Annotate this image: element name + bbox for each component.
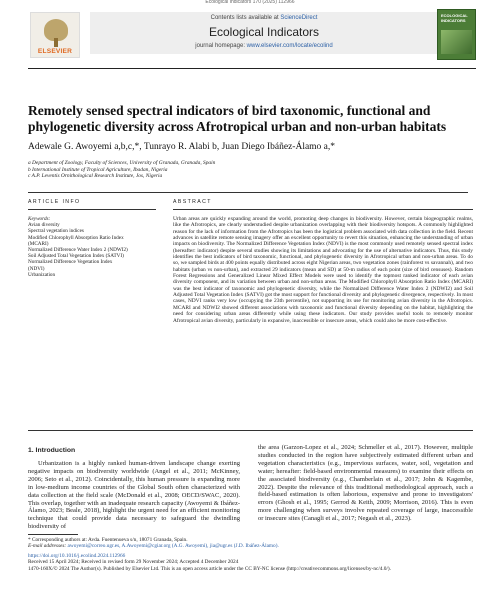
- article-info-heading: ARTICLE INFO: [28, 199, 81, 205]
- footnotes: [28, 537, 468, 572]
- keyword: Spectral vegetation indices: [28, 228, 84, 235]
- sciencedirect-link[interactable]: ScienceDirect: [280, 15, 318, 21]
- intro-left-column: Urbanization is a highly ranked human-driven landscape change exerting negative impacts on biodiversity worldwide (Angel et al., 2011; McKinney, 2006; Seto et al., 2012). Coincidentally, this human pressure is expanding more in low-medium income countries of the Global South often characterized with data collection at the field scale (McDonald et al., 2008; OECD/SWAC, 2020). This overlap, together with an inadequate research capacity (Awoyemi & Ibáñez-Álamo, 2023; Beale, 2018), highlight the urgent need for an efficient monitoring technique that could provide data necessary to safeguard the dwindling biodiversity of: [28, 460, 240, 531]
- introduction-heading: 1. Introduction: [28, 447, 76, 454]
- keyword: Avian diversity: [28, 222, 60, 229]
- article-title: Remotely sensed spectral indicators of bird taxonomic, functional and phylogenetic diversity across Afrotropical urban and non-urban habitats: [28, 103, 447, 134]
- keyword: Modified Chlorophyll Absorption Ratio Index: [28, 234, 124, 241]
- contents-prefix: Contents lists available at: [210, 15, 281, 21]
- keyword: (NDVI): [28, 265, 45, 272]
- publisher-logo-text: ELSEVIER: [37, 48, 73, 55]
- cover-image: [441, 30, 472, 54]
- affiliation-c: c A.P. Leventis Ornithological Research Institute, Jos, Nigeria: [28, 173, 163, 179]
- journal-name: Ecological Indicators: [208, 25, 320, 39]
- keywords-block: [28, 216, 156, 278]
- journal-header: [28, 8, 476, 69]
- cover-title: ECOLOGICAL INDICATORS: [441, 13, 468, 23]
- homepage-prefix: journal homepage:: [195, 43, 247, 49]
- keyword: Soil Adjusted Total Vegetation Index (SATVI): [28, 253, 124, 260]
- received-dates: Received 15 April 2024; Received in revised form 29 November 2024; Accepted 4 December 2024: [28, 559, 239, 566]
- abstract-text: Urban areas are quickly expanding around the world, promoting deep changes in biodiversity. However, certain biogeographic realms, like the Afrotropics, are clearly understudied despite urbanization overlapping with their biodiversity hotspots. A commonly highlighted reason for the lack of information from the Afrotropics has been the logistical problem associated with data collection in the field. Recent advances in satellite remote sensing imagery offer an excellent opportunity to revert this situation, enhancing the understanding of urban impacts on biodiversity. The Normalized Difference Vegetation Index (NDVI) is the most commonly used remotely sensed spectral index (hereafter: indicator) despite several studies showing its limitations and advocating for the use of alternative indicators. Thus, this study identifies the best indicators of bird taxonomic, functional, and phylogenetic diversity in Afrotropical urban and non-urban areas. To do so, we sampled birds at 400 points equally distributed across eight Nigerian areas, two vegetation zones (rainforest vs savannah), and two habitats (urban vs non-urban), and extracted 29 indicators (mean and SD) at 50-m radius of each point (size of bird censuses). Random Forest Regressions and Generalized Linear Mixed Effect Models were used to identify the topmost ranked indicator of each avian diversity component, and its variation between urban and non-urban areas. The Modified Chlorophyll Absorption Ratio Index (MCARI) was the best indicator of taxonomic and phylogenetic diversity, while the Normalized Difference Water Index 2 (NDWI2) and Soil Adjusted Total Vegetation Index (SATVI) got the most support for functional diversity and phylogenetic divergence, respectively. In most cases, NDVI ranks very low (occupying the 23th percentile), not supporting its use for monitoring avian diversity in the Afrotropics. MCARI and NDWI2 showed different associations with taxonomic and functional diversity depending on the habitat, highlighting the need for considering urban areas differently while using these indicators. Our study provides useful tools to remotely monitor Afrotropical avian diversity, particularly in expansive, inaccessible or insecure areas, which could also be more cost-effective.: [173, 216, 473, 324]
- journal-cover: [437, 9, 476, 60]
- journal-banner: [90, 12, 438, 54]
- affiliation-b: b International Institute of Tropical Agriculture, Ibadan, Nigeria: [28, 166, 168, 173]
- keyword: (MCARI): [28, 240, 49, 247]
- copyright-line: 1470-160X/© 2024 The Author(s). Published by Elsevier Ltd. This is an open access article under the CC BY-NC license (http://creativecommons.org/licenses/by-nc/4.0/).: [28, 565, 391, 572]
- keyword: Urbanization: [28, 271, 56, 278]
- intro-right-column: the area (Garzon-Lopez et al., 2024; Schmeller et al., 2017). However, multiple studies conducted in the region have subjectively estimated different urban and vegetation characteristics (e.g., impervious surfaces, water, soil, vegetation and water; hereafter: field-based environmental measures) to examine their effects on the associated biodiversity (e.g., Chamberlain et al., 2017; John & Kagembe, 2022). Despite the relevance of this traditional methodological approach, such a field-based estimation is often laborious, expensive and prone to investigators' errors (Ghosh et al., 1995; Gerrod & Keith, 2009; Morrison, 2016). This is even more challenging when surveys involve repeated coverage of large, inaccessible or insecure sites (Canagli et al., 2017; Negash et al., 2023).: [258, 444, 473, 523]
- keywords-label: Keywords:: [28, 216, 51, 222]
- elsevier-logo: [30, 12, 80, 58]
- affiliations: [28, 160, 468, 180]
- homepage-link[interactable]: www.elsevier.com/locate/ecolind: [246, 43, 333, 49]
- doi-link[interactable]: https://doi.org/10.1016/j.ecolind.2024.112966: [28, 552, 126, 559]
- email-addresses[interactable]: awoyemi@correo.ugr.es, A.Awoyemi@cgiar.org (A.G. Awoyemi), jia@ugr.es (J.D. Ibáñez-Álamo).: [67, 543, 279, 550]
- keyword: Normalized Difference Water Index 2 (NDWI2): [28, 247, 128, 254]
- author-list: Adewale G. Awoyemi a,b,c,*, Tunrayo R. Alabi b, Juan Diego Ibáñez-Álamo a,*: [28, 142, 336, 152]
- corresponding-author-note: * Corresponding authors at: Avda. Fuentenueva s/n, 18071 Granada, Spain.: [28, 537, 188, 543]
- abstract-heading: ABSTRACT: [173, 199, 212, 205]
- keyword: Normalized Difference Vegetation Index: [28, 259, 113, 266]
- divider: [28, 192, 468, 193]
- email-label: E-mail addresses:: [28, 543, 67, 550]
- affiliation-a: a Department of Zoology, Faculty of Sciences, University of Granada, Granada, Spain: [28, 160, 216, 166]
- journal-citation-line: Ecological Indicators 170 (2025) 112966: [205, 0, 295, 5]
